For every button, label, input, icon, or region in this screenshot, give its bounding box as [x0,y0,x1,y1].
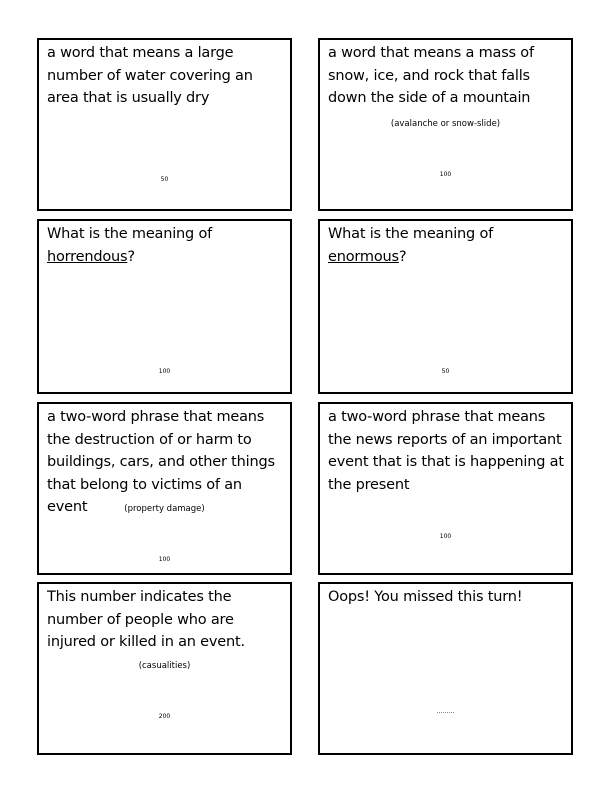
card-current-news [318,402,573,575]
card-enormous [318,219,573,394]
card-points: 100 [158,556,171,563]
question-prefix: What is the meaning of [47,226,213,242]
card-property-damage [37,402,292,575]
card-points: 200 [158,713,171,720]
vocabulary-word: enormous [328,248,399,265]
card-question: a two-word phrase that means the destruction of or harm to buildings, cars, and other things that belong to victims of an event [47,409,275,515]
card-question: a word that means a mass of snow, ice, and rock that falls down the side of a mountain [328,45,534,106]
card-answer: (property damage) [124,504,205,514]
card-horrendous [37,219,292,394]
card-question [328,223,565,268]
card-question: a word that means a large number of water covering an area that is usually dry [47,45,253,106]
question-suffix: ? [127,248,135,265]
card-points: 50 [160,176,169,183]
card-missed-turn [318,582,573,755]
card-points: 100 [439,533,452,540]
card-answer: (avalanche or snow-slide) [390,119,501,129]
card-points: 100 [158,368,171,375]
card-points: ……… [436,708,455,715]
card-casualties [37,582,292,755]
card-flood [37,38,292,211]
card-question: a two-word phrase that means the news reports of an important event that is that is happening at the present [328,409,564,493]
question-suffix: ? [398,248,407,265]
card-question: Oops! You missed this turn! [328,589,523,605]
card-answer: (casualities) [138,661,191,671]
card-points: 50 [441,368,450,375]
card-points: 100 [439,171,452,178]
card-question [47,223,284,268]
vocabulary-word: horrendous [47,248,128,265]
card-question: This number indicates the number of people who are injured or killed in an event. [47,589,245,650]
card-avalanche [318,38,573,211]
question-prefix: What is the meaning of [328,226,494,242]
